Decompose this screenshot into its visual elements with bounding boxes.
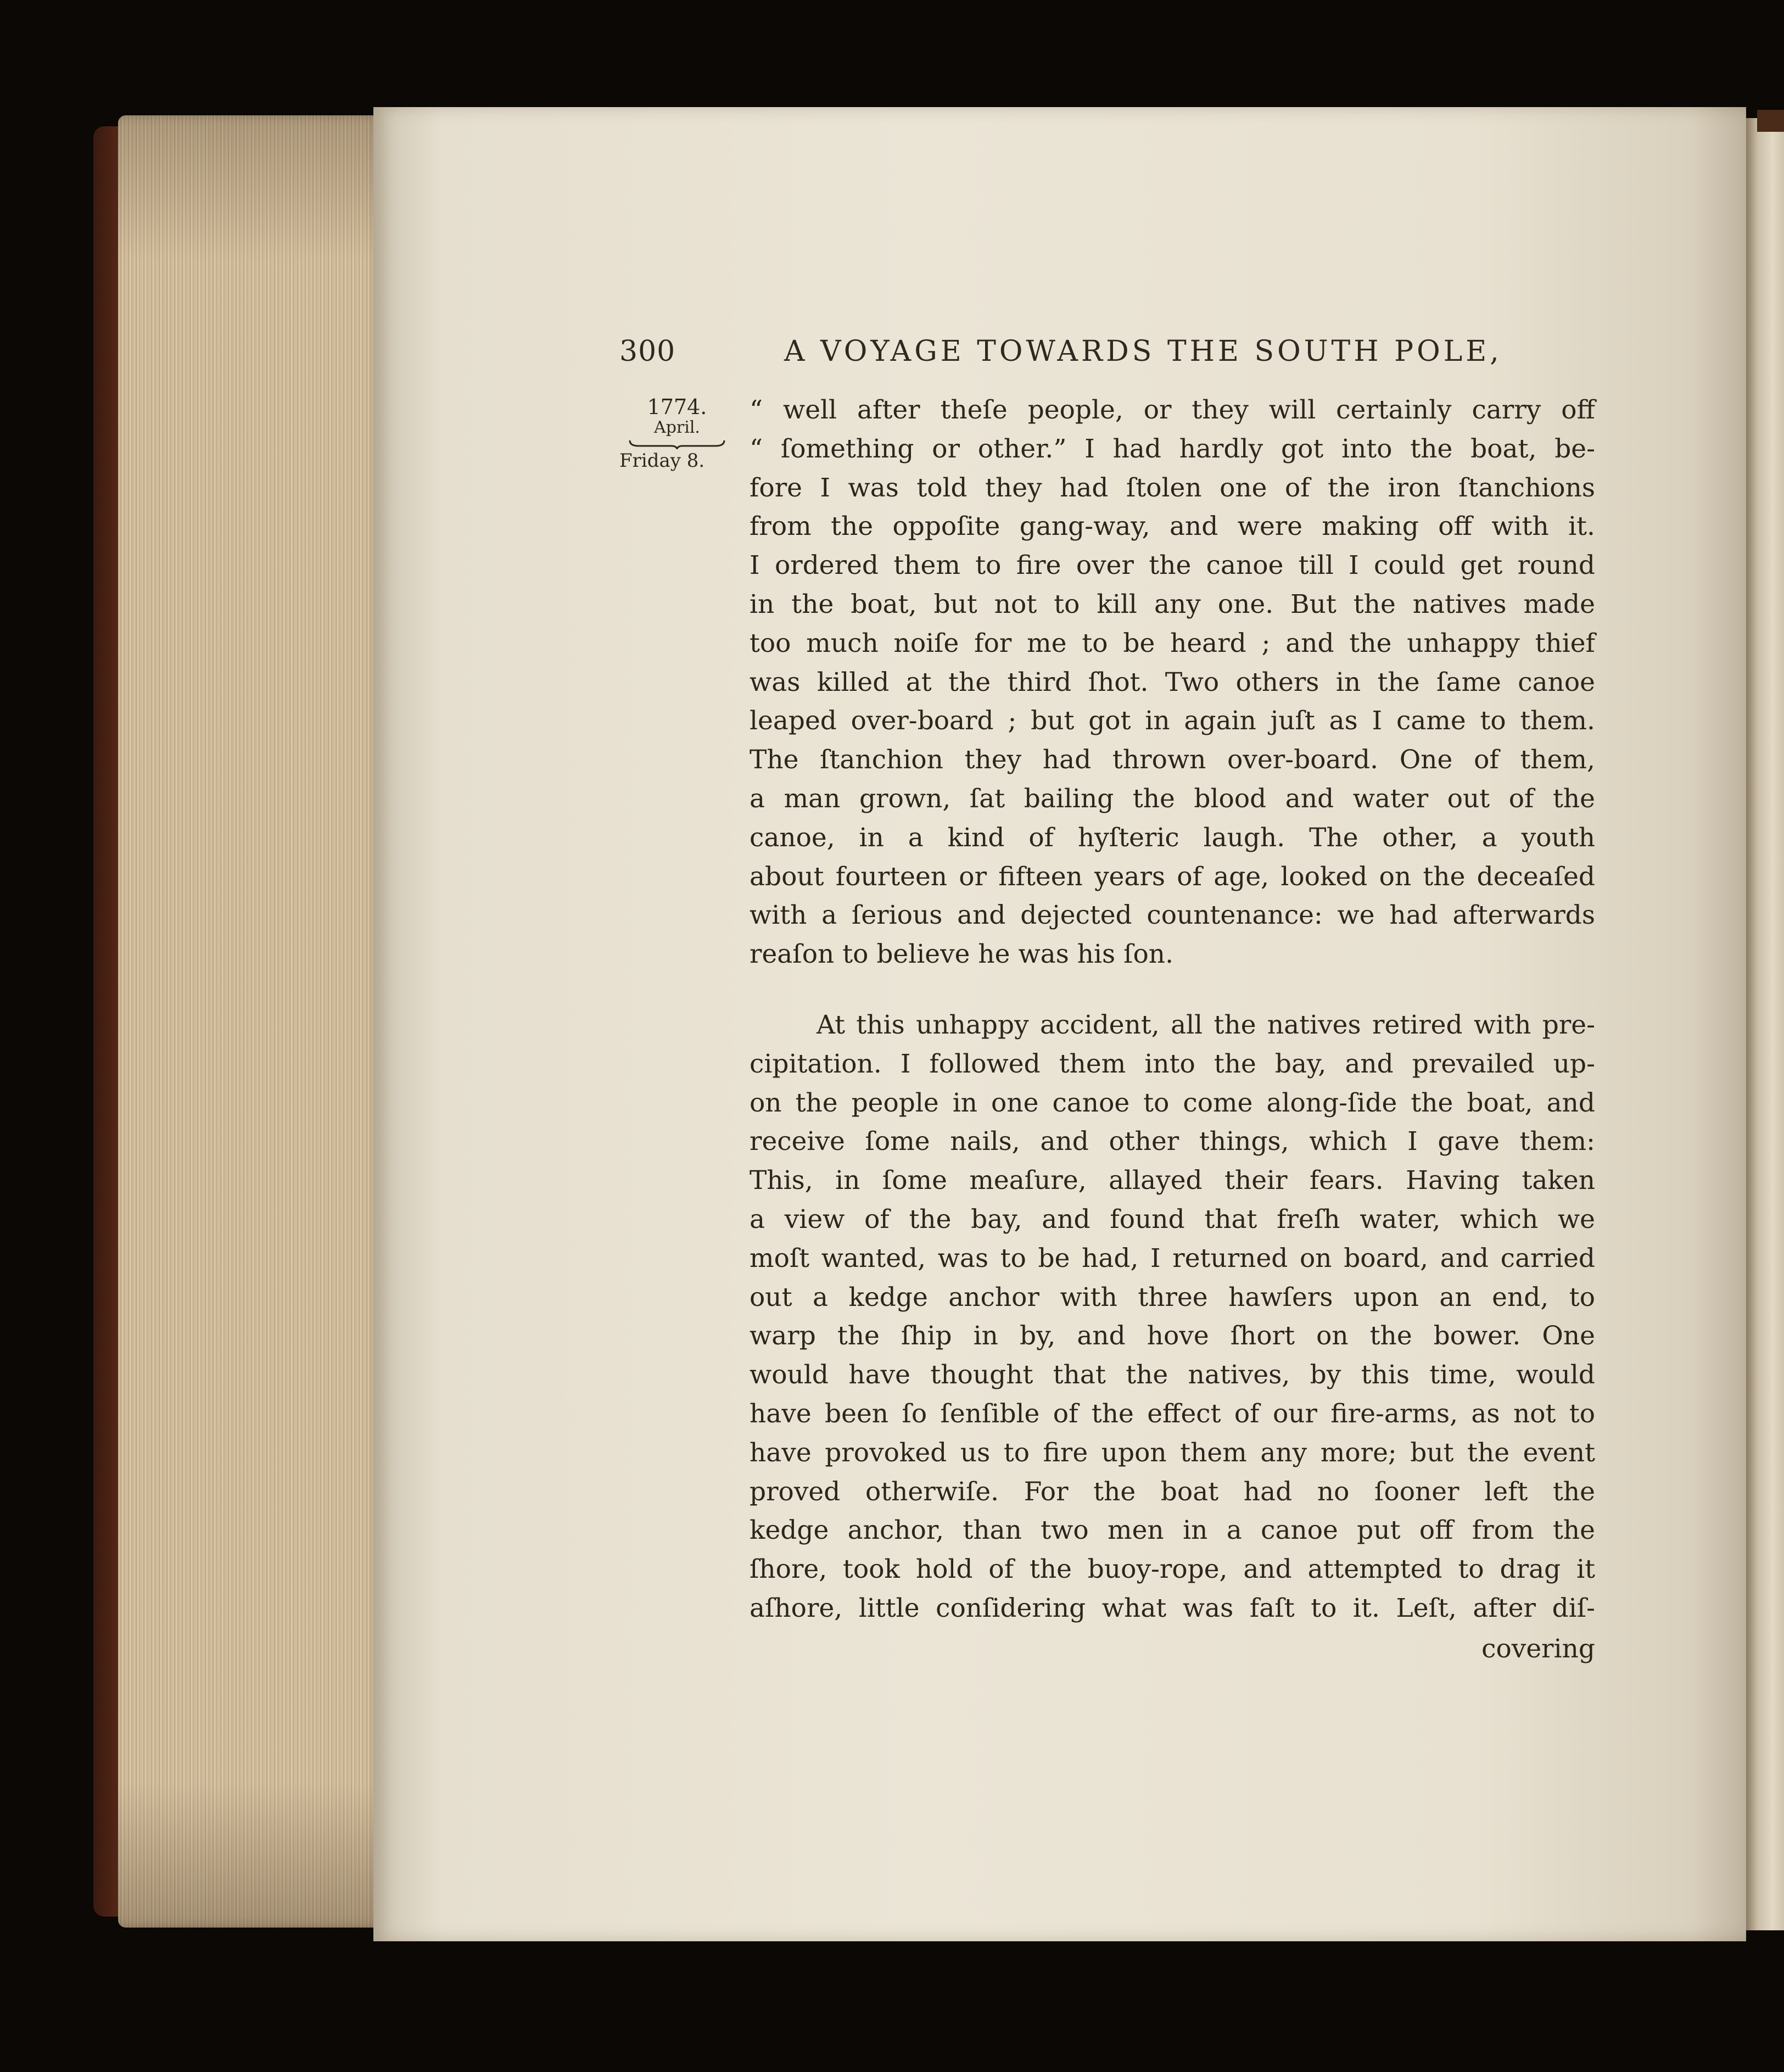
text-line: reaſon to believe he was his ſon. bbox=[750, 939, 1174, 970]
page-header bbox=[619, 335, 1597, 373]
text-line: “ well after theſe people, or they will certainly carry off bbox=[750, 395, 1595, 425]
text-line: At this unhappy accident, all the natives retired with pre- bbox=[816, 1009, 1595, 1040]
brace-icon bbox=[628, 437, 726, 449]
facing-page-edge bbox=[1746, 118, 1784, 1930]
running-head: A VOYAGE TOWARDS THE SOUTH POLE, bbox=[784, 335, 1502, 368]
text-line: on the people in one canoe to come along-ſide the boat, and bbox=[750, 1087, 1595, 1118]
text-line: would have thought that the natives, by this time, would bbox=[750, 1360, 1595, 1390]
text-line: was killed at the third ſhot. Two others in the ſame canoe bbox=[750, 667, 1595, 697]
text-line: have provoked us to fire upon them any more; but the event bbox=[750, 1437, 1595, 1468]
text-line: from the oppoſite gang-way, and were making off with it. bbox=[750, 511, 1595, 542]
text-line: too much noiſe for me to be heard ; and the unhappy thief bbox=[750, 628, 1595, 658]
text-line: ſhore, took hold of the buoy-rope, and attempted to drag it bbox=[750, 1554, 1595, 1585]
text-line: cipitation. I followed them into the bay, and prevailed up- bbox=[750, 1048, 1595, 1079]
text-line: with a ſerious and dejected countenance: we had afterwards bbox=[750, 900, 1595, 931]
text-line: in the boat, but not to kill any one. But the natives made bbox=[750, 589, 1595, 619]
text-line: The ſtanchion they had thrown over-board. One of them, bbox=[750, 745, 1595, 775]
page-number: 300 bbox=[619, 335, 676, 368]
text-line: I ordered them to fire over the canoe till I could get round bbox=[750, 550, 1595, 581]
text-line: canoe, in a kind of hyſteric laugh. The other, a youth bbox=[750, 822, 1595, 853]
text-line: about fourteen or fifteen years of age, looked on the deceaſed bbox=[750, 861, 1595, 892]
paragraph bbox=[750, 391, 1595, 974]
margin-note bbox=[619, 395, 735, 472]
catchword: covering bbox=[1481, 1634, 1595, 1664]
text-line: moſt wanted, was to be had, I returned on board, and carried bbox=[750, 1243, 1595, 1274]
text-line: have been ſo ſenſible of the effect of our fire-arms, as not to bbox=[750, 1398, 1595, 1429]
text-line: kedge anchor, than two men in a canoe put off from the bbox=[750, 1515, 1595, 1546]
text-line: a view of the bay, and found that freſh water, which we bbox=[750, 1204, 1595, 1235]
text-line: leaped over-board ; but got in again juſt as I came to them. bbox=[750, 706, 1595, 736]
book-cover-right-edge bbox=[1757, 110, 1784, 132]
margin-note-day: Friday 8. bbox=[619, 450, 705, 472]
margin-note-month: April. bbox=[654, 418, 700, 437]
text-line: aſhore, little conſidering what was faſt to it. Leſt, after diſ- bbox=[750, 1593, 1595, 1623]
text-line: a man grown, ſat bailing the blood and water out of the bbox=[750, 783, 1595, 814]
text-line: fore I was told they had ſtolen one of the iron ſtanchions bbox=[750, 472, 1595, 503]
page-fore-edge bbox=[118, 115, 382, 1928]
text-line: proved otherwiſe. For the boat had no ſooner left the bbox=[750, 1476, 1595, 1507]
text-line: “ ſomething or other.” I had hardly got into the boat, be- bbox=[750, 433, 1595, 464]
text-line: warp the ſhip in by, and hove ſhort on the bower. One bbox=[750, 1321, 1595, 1351]
text-line: receive ſome nails, and other things, which I gave them: bbox=[750, 1126, 1595, 1157]
body-text bbox=[750, 391, 1595, 1628]
paragraph bbox=[750, 1006, 1595, 1628]
margin-note-year: 1774. bbox=[647, 395, 707, 419]
text-line: This, in ſome meaſure, allayed their fears. Having taken bbox=[750, 1165, 1595, 1196]
text-line: out a kedge anchor with three hawſers upon an end, to bbox=[750, 1282, 1595, 1313]
